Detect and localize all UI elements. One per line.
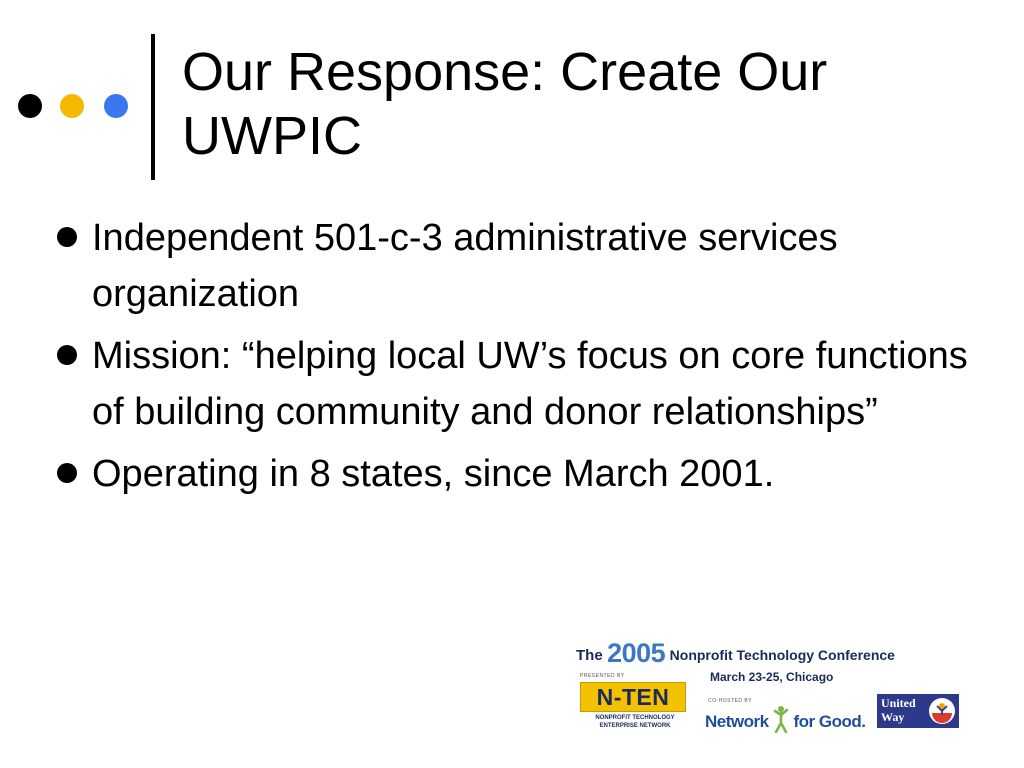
conference-the: The: [576, 647, 603, 664]
bullet-icon: [57, 463, 77, 483]
bullet-text: Operating in 8 states, since March 2001.: [92, 453, 775, 495]
united-way-text: [881, 696, 916, 724]
nten-subtitle-line2: ENTERPRISE NETWORK: [599, 723, 671, 729]
united-way-emblem-icon: [928, 697, 956, 725]
conference-year: 2005: [607, 638, 666, 668]
title-divider: [151, 34, 155, 180]
united-way-logo: [877, 694, 959, 728]
bullet-item: [0, 446, 1000, 502]
bullet-item: [0, 210, 1000, 322]
nten-logo-text: N-TEN: [596, 684, 670, 710]
conference-dates: March 23-25, Chicago: [710, 670, 834, 684]
bullet-text: Independent 501-c-3 administrative services organization: [92, 217, 838, 315]
nfg-forgood-text: for Good.: [793, 712, 866, 731]
bullet-icon: [57, 345, 77, 365]
yellow-dot-icon: [60, 94, 84, 118]
black-dot-icon: [18, 94, 42, 118]
nfg-network-text: Network: [705, 712, 769, 731]
bullet-icon: [57, 227, 77, 247]
cohosted-by-label: CO-HOSTED BY: [708, 698, 753, 704]
bullet-list: [0, 210, 1000, 508]
conference-heading: [576, 638, 895, 669]
nten-subtitle-line1: NONPROFIT TECHNOLOGY: [595, 715, 675, 721]
united-way-line2: Way: [881, 710, 905, 724]
slide-title-line1: Our Response: Create Our: [182, 42, 828, 102]
nten-logo: [580, 682, 686, 712]
slide-title-line2: UWPIC: [182, 106, 362, 166]
network-for-good-logo: [705, 705, 865, 735]
bullet-item: [0, 328, 1000, 440]
blue-dot-icon: [104, 94, 128, 118]
united-way-line1: United: [881, 696, 916, 710]
conference-name: Nonprofit Technology Conference: [669, 647, 895, 663]
person-icon: [773, 705, 789, 733]
presented-by-label: PRESENTED BY: [580, 673, 625, 679]
conference-footer-logo: [570, 636, 970, 746]
slide-title: [182, 40, 962, 168]
bullet-text: Mission: “helping local UW’s focus on core functions of building community and donor relationships”: [92, 335, 968, 433]
